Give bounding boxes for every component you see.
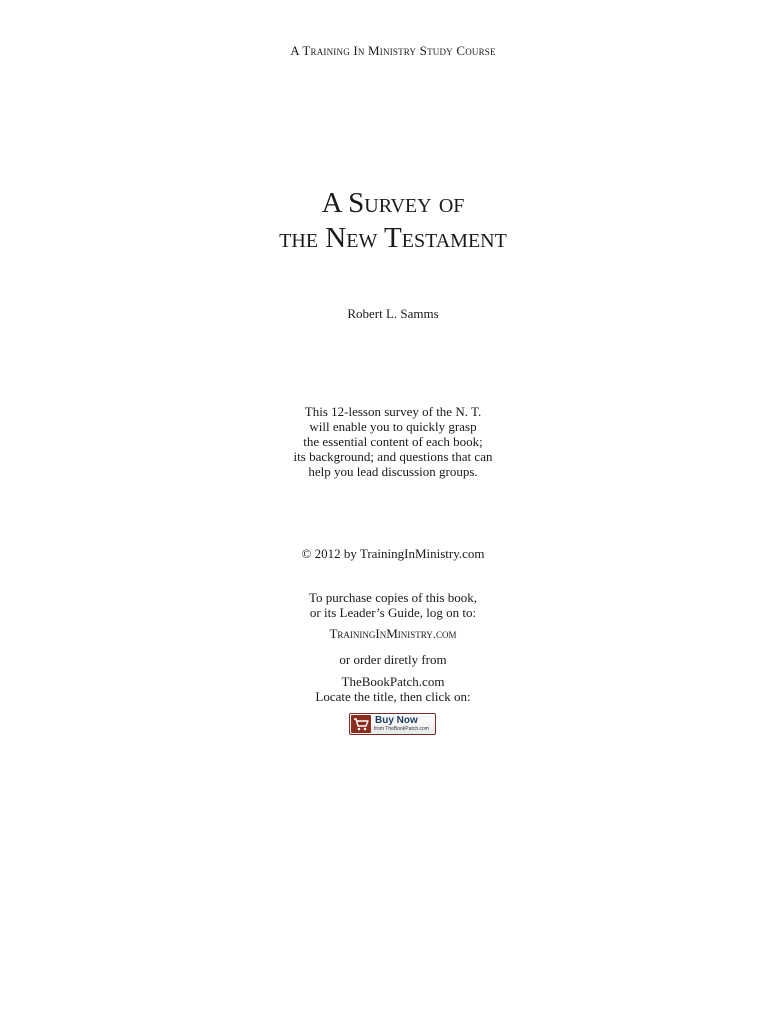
description-line: will enable you to quickly grasp: [309, 419, 477, 434]
purchase-line-2: or its Leader’s Guide, log on to:: [309, 605, 477, 620]
copyright-notice: © 2012 by TrainingInMinistry.com: [301, 546, 485, 561]
buy-now-label: Buy Now: [375, 715, 418, 726]
book-title: [0, 186, 768, 256]
purchase-line-1: To purchase copies of this book,: [308, 590, 478, 605]
buy-now-sublabel: from TheBookPatch.com: [374, 726, 429, 732]
description-line: This 12-lesson survey of the N. T.: [304, 404, 482, 419]
shopping-cart-icon: [351, 715, 371, 733]
book-description: [0, 404, 768, 479]
description-line: its background; and questions that can: [293, 449, 493, 464]
locate-title-text: Locate the title, then click on:: [315, 689, 471, 704]
bookpatch-block: [0, 674, 768, 704]
purchase-instructions: [0, 590, 768, 620]
book-title-line-2: the New Testament: [279, 222, 507, 254]
description-line: the essential content of each book;: [303, 434, 483, 449]
buy-now-button[interactable]: [349, 713, 436, 735]
author-name: Robert L. Samms: [347, 306, 439, 321]
book-title-line-1: A Survey of: [321, 187, 465, 219]
series-title: A Training In Ministry Study Course: [290, 43, 496, 58]
description-line: help you lead discussion groups.: [308, 464, 478, 479]
training-in-ministry-link[interactable]: TrainingInMinistry.com: [329, 626, 457, 641]
bookpatch-link[interactable]: TheBookPatch.com: [341, 674, 445, 689]
order-text: or order diretly from: [339, 652, 447, 667]
